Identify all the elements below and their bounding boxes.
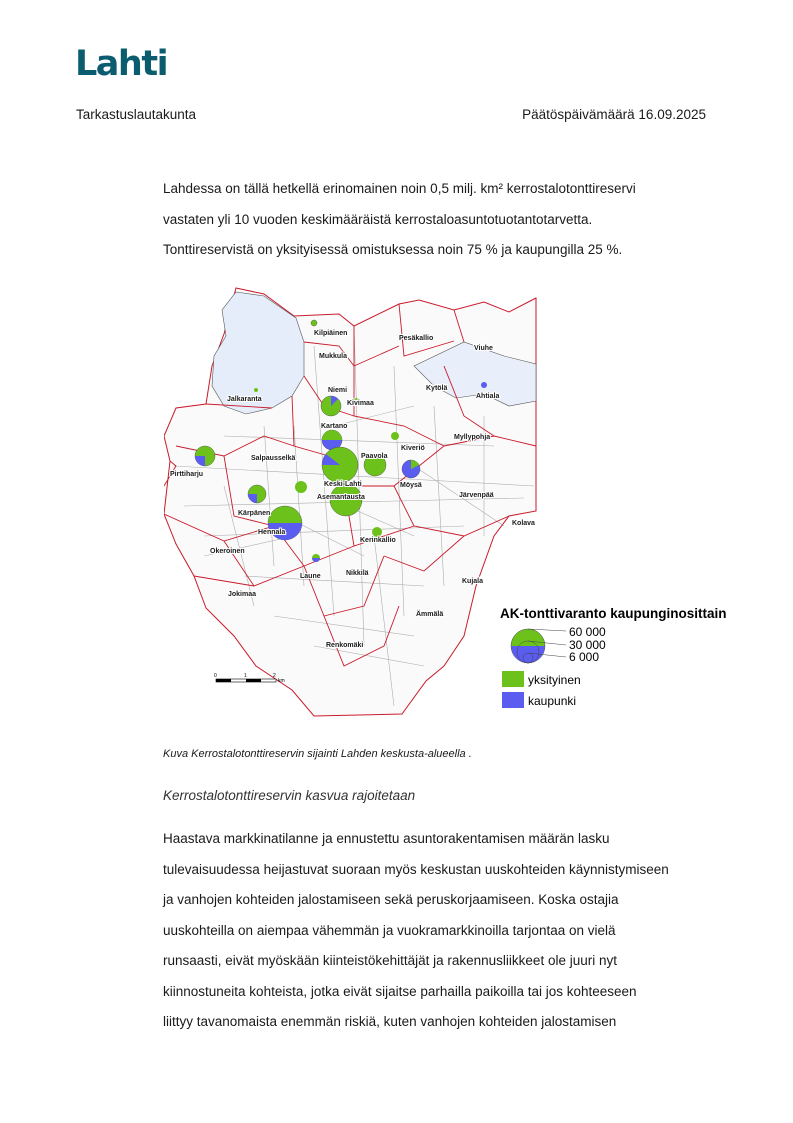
pie-pirttiharju <box>195 446 215 466</box>
district-label: Järvenpää <box>459 492 494 499</box>
scale-one: 1 <box>244 673 247 679</box>
district-label: Renkomäki <box>326 642 364 649</box>
lahti-logo: Lahti <box>75 44 168 84</box>
district-label: Ämmälä <box>416 611 444 618</box>
district-label: Viuhe <box>474 345 493 352</box>
district-label: Salpausselkä <box>251 455 296 462</box>
body-paragraph <box>163 824 723 1038</box>
pie-jalkaranta <box>254 388 258 392</box>
pie-ahtiala <box>481 382 487 388</box>
pie-moysa <box>402 460 420 478</box>
legend-size-small: 6 000 <box>569 650 600 664</box>
scale-two: 2 <box>273 673 276 679</box>
body-line: Haastava markkinatilanne ja ennustettu asuntorakentamisen määrän lasku <box>163 831 610 846</box>
pie-kerinkallio <box>372 527 382 537</box>
committee-name: Tarkastuslautakunta <box>76 107 197 122</box>
pie-karpanen <box>248 485 266 503</box>
district-label: Hennala <box>258 529 286 536</box>
pie-niemi <box>321 396 341 416</box>
district-label: Kytölä <box>426 385 448 392</box>
district-label: Möysä <box>400 482 422 489</box>
district-label: Asemantausta <box>317 494 365 501</box>
pie-kiverio <box>391 432 399 440</box>
body-line: runsaasti, eivät myöskään kiinteistökehittäjät ja rakennusliikkeet ole juuri nyt <box>163 953 617 968</box>
district-label: Myllypohja <box>454 434 491 441</box>
legend-size-large: 60 000 <box>569 625 606 639</box>
scale-bar <box>214 673 285 684</box>
map-caption: Kuva Kerrostalotonttireservin sijainti Lahden keskusta-alueella . <box>163 748 472 760</box>
district-label: Mukkula <box>319 353 348 360</box>
district-label: Jokimaa <box>228 591 257 598</box>
district-label: Kerinkallio <box>360 537 396 544</box>
legend-title: AK-tonttivaranto kaupunginosittain <box>500 606 727 621</box>
district-label: Kiveriö <box>401 445 425 452</box>
district-label: Kilpiäinen <box>314 330 348 337</box>
district-label: Nikkilä <box>346 570 369 577</box>
district-label: Jalkaranta <box>227 396 262 403</box>
intro-line: vastaten yli 10 vuoden keskimääräistä kerrostaloasuntotuotantotarvetta. <box>163 211 593 227</box>
district-map <box>164 286 744 722</box>
district-label: Kujala <box>462 578 484 585</box>
intro-paragraph <box>163 174 723 266</box>
body-line: ja vanhojen kohteiden jalostamiseen sekä peruskorjaamiseen. Koska ostajia <box>163 892 619 907</box>
district-label: Niemi <box>328 387 348 394</box>
map-legend <box>494 604 744 722</box>
district-label: Kivimaa <box>347 400 374 407</box>
district-label: Ahtiala <box>476 393 500 400</box>
body-line: liittyy tavanomaista enemmän riskiä, kuten vanhojen kohteiden jalostamisen <box>163 1014 617 1029</box>
section-subheading: Kerrostalotonttireservin kasvua rajoitetaan <box>163 788 416 803</box>
scale-unit: km <box>278 678 285 684</box>
legend-size-medium: 30 000 <box>569 638 606 652</box>
body-line: uuskohteilla on aiempaa vähemmän ja vuokramarkkinoilla tarjontaa on vielä <box>163 922 616 938</box>
district-label: Pesäkallio <box>399 335 434 342</box>
intro-line: Tonttireservistä on yksityisessä omistuksessa noin 75 % ja kaupungilla 25 %. <box>163 242 623 257</box>
body-line: tulevaisuudessa heijastuvat suoraan myös keskustan uuskohteiden käynnistymiseen <box>163 861 669 877</box>
legend-private: yksityinen <box>528 673 581 687</box>
district-label: Kärpänen <box>238 510 271 517</box>
district-label: Pirttiharju <box>170 471 204 478</box>
body-line: kiinnostuneita kohteista, jotka eivät sijaitse parhailla paikoilla tai jos kohteeseen <box>163 983 637 999</box>
pie-keski-lahti <box>322 447 358 483</box>
district-label: Kartano <box>321 423 348 430</box>
pie-kilpiainen <box>311 320 317 326</box>
district-label: Kolava <box>512 520 535 527</box>
district-label: Paavola <box>361 453 388 460</box>
decision-date: Päätöspäivämäärä 16.09.2025 <box>522 107 706 122</box>
district-label: Laune <box>300 573 321 580</box>
district-label: Keski-Lahti <box>324 481 362 488</box>
intro-line: Lahdessa on tällä hetkellä erinomainen noin 0,5 milj. km² kerrostalotonttireservi <box>163 181 636 196</box>
legend-city: kaupunki <box>528 694 577 708</box>
scale-zero: 0 <box>214 673 217 679</box>
pie-salpausselka <box>295 481 307 493</box>
pie-laune <box>312 554 320 562</box>
district-label: Okeroinen <box>210 548 245 555</box>
